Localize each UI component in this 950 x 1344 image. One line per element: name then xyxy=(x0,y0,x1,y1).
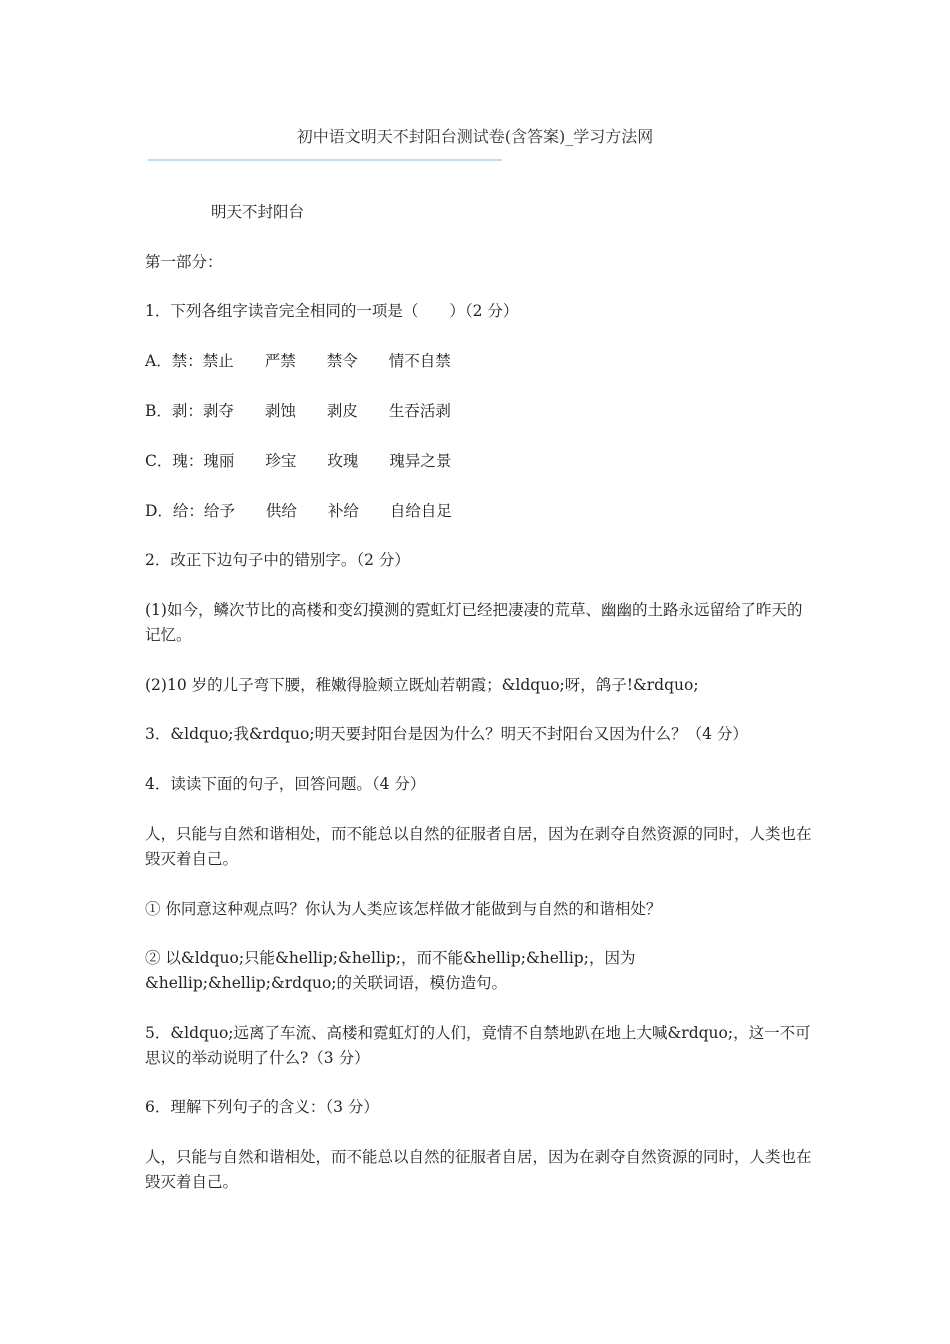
title-divider: —————————————————————————————————————————— xyxy=(148,152,503,168)
option-c: C．瑰：瑰丽 珍宝 玫瑰 瑰异之景 xyxy=(145,452,452,470)
question-6-passage: 人，只能与自然和谐相处，而不能总以自然的征服者自居，因为在剥夺自然资源的同时，人类也在毁灭着自己。 xyxy=(145,1148,812,1191)
question-1: 1．下列各组字读音完全相同的一项是（ ）（2 分） xyxy=(145,302,519,320)
question-2: 2．改正下边句子中的错别字。（2 分） xyxy=(145,551,410,569)
option-b: B．剥：剥夺 剥蚀 剥皮 生吞活剥 xyxy=(145,402,451,420)
question-3: 3．&ldquo;我&rdquo;明天要封阳台是因为什么？明天不封阳台又因为什么？（4 分） xyxy=(145,725,748,743)
question-2-sentence-2: (2)10 岁的儿子弯下腰，稚嫩得脸颊立既灿若朝霞；&ldquo;呀，鸽子!&rdquo; xyxy=(145,676,699,694)
question-4-sub-2: ② 以&ldquo;只能&hellip;&hellip;，而不能&hellip;&hellip;，因为&hellip;&hellip;&rdquo;的关联词语，模仿造句。 xyxy=(145,949,636,992)
question-4-passage: 人，只能与自然和谐相处，而不能总以自然的征服者自居，因为在剥夺自然资源的同时，人类也在毁灭着自己。 xyxy=(145,825,812,868)
section-label: 第一部分： xyxy=(145,253,223,271)
document-title: 初中语文明天不封阳台测试卷(含答案)_学习方法网 xyxy=(296,127,654,146)
question-6: 6．理解下列句子的含义：（3 分） xyxy=(145,1098,379,1116)
question-5: 5．&ldquo;远离了车流、高楼和霓虹灯的人们，竟情不自禁地趴在地上大喊&rdquo;，这一不可思议的举动说明了什么?（3 分） xyxy=(145,1024,811,1067)
question-4-sub-1: ① 你同意这种观点吗？你认为人类应该怎样做才能做到与自然的和谐相处？ xyxy=(145,900,662,918)
option-a: A．禁：禁止 严禁 禁令 情不自禁 xyxy=(145,352,451,370)
question-4: 4．读读下面的句子，回答问题。（4 分） xyxy=(145,775,426,793)
article-heading: 明天不封阳台 xyxy=(211,203,305,221)
option-d: D．给：给予 供给 补给 自给自足 xyxy=(145,502,452,520)
question-2-sentence-1: (1)如今，鳞次节比的高楼和变幻摸测的霓虹灯已经把凄凄的荒草、幽幽的土路永远留给了昨天的记忆。 xyxy=(145,601,803,644)
